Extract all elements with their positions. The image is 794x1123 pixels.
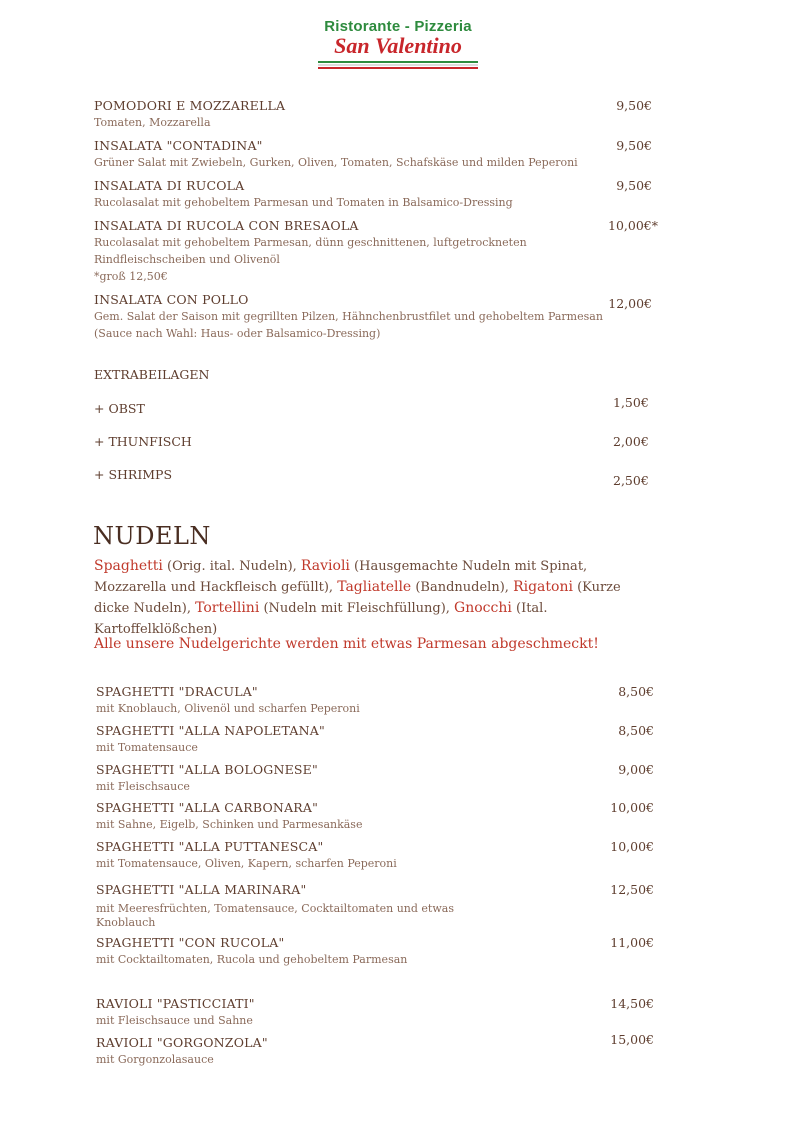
item-description: Rucolasalat mit gehobeltem Parmesan, dünn geschnittenen, luftgetrockneten Rindfleischscheiben und Olivenöl [94,236,527,266]
menu-item [96,882,654,930]
pasta-type-desc: (Orig. ital. Nudeln), [162,559,301,574]
item-name: SPAGHETTI "DRACULA" [96,684,258,699]
item-name: SPAGHETTI "ALLA MARINARA" [96,882,307,897]
item-name: RAVIOLI "PASTICCIATI" [96,996,255,1011]
item-price: 9,50€ [616,178,652,193]
menu-item [94,138,664,171]
pasta-type-desc: (Nudeln mit Fleischfüllung), [259,601,455,616]
restaurant-logo [318,18,478,69]
extra-price: 1,50€ [613,395,649,410]
extra-name: + SHRIMPS [94,467,173,482]
menu-item [94,178,664,211]
pasta-type-name: Spaghetti [94,558,163,574]
item-name: INSALATA DI RUCOLA [94,178,245,193]
pasta-type-desc: (Bandnudeln), [411,580,514,595]
logo-name: San Valentino [334,33,462,58]
item-name: INSALATA DI RUCOLA CON BRESAOLA [94,218,359,233]
menu-item [96,684,654,717]
item-price: 15,00€ [610,1032,654,1047]
menu-item [96,935,654,968]
menu-item [96,996,654,1029]
item-description: mit Tomatensauce [96,741,198,754]
item-sauce-note: (Sauce nach Wahl: Haus- oder Balsamico-Dressing) [94,327,381,340]
item-price: 8,50€ [618,723,654,738]
item-name: SPAGHETTI "ALLA PUTTANESCA" [96,839,324,854]
item-name: SPAGHETTI "ALLA BOLOGNESE" [96,762,318,777]
menu-item [96,762,654,795]
item-description: Tomaten, Mozzarella [94,116,211,129]
item-description: mit Fleischsauce und Sahne [96,1014,253,1027]
pasta-type-name: Tagliatelle [337,579,412,595]
item-description: mit Sahne, Eigelb, Schinken und Parmesankäse [96,818,363,831]
pasta-type-desc: (Hausgemachte Nudeln mit Spinat, Mozzarella und Hackfleisch gefüllt), [94,559,588,595]
item-price: 9,50€ [616,138,652,153]
item-price: 12,50€ [610,882,654,897]
menu-item [96,800,654,833]
item-price: 14,50€ [610,996,654,1011]
extras-title: EXTRABEILAGEN [94,367,210,382]
extra-price: 2,50€ [613,473,649,488]
menu-item [94,218,664,285]
item-name: INSALATA CON POLLO [94,292,249,307]
pasta-type-name: Rigatoni [513,579,573,595]
item-description: mit Gorgonzolasauce [96,1053,214,1066]
item-price: 10,00€* [608,218,658,233]
menu-item [96,839,654,872]
item-description: Gem. Salat der Saison mit gegrillten Pilzen, Hähnchenbrustfilet und gehobeltem Parmesan [94,310,603,323]
pasta-type-desc: (Kurze dicke Nudeln), [94,580,621,616]
pasta-type-name: Gnocchi [454,600,512,616]
pasta-types-intro [94,556,654,640]
item-description: mit Tomatensauce, Oliven, Kapern, scharfen Peperoni [96,857,397,870]
item-size-note: *groß 12,50€ [94,270,168,283]
item-description: mit Fleischsauce [96,780,190,793]
menu-item [94,98,664,131]
item-description: Grüner Salat mit Zwiebeln, Gurken, Oliven, Tomaten, Schafskäse und milden Peperoni [94,156,578,169]
item-description: mit Knoblauch, Olivenöl und scharfen Peperoni [96,702,360,715]
item-name: INSALATA "CONTADINA" [94,138,263,153]
item-price: 11,00€ [610,935,654,950]
item-name: POMODORI E MOZZARELLA [94,98,286,113]
item-price: 8,50€ [618,684,654,699]
item-price: 10,00€ [610,839,654,854]
item-name: SPAGHETTI "ALLA NAPOLETANA" [96,723,325,738]
extra-name: + THUNFISCH [94,434,192,449]
section-heading: NUDELN [93,522,211,550]
item-name: SPAGHETTI "ALLA CARBONARA" [96,800,319,815]
item-price: 10,00€ [610,800,654,815]
item-name: SPAGHETTI "CON RUCOLA" [96,935,285,950]
item-description: mit Meeresfrüchten, Tomatensauce, Cocktailtomaten und etwas Knoblauch [96,902,454,929]
menu-item [96,1032,654,1068]
menu-item [96,723,654,756]
menu-item [94,292,674,342]
item-price: 12,00€ [608,296,652,311]
item-price: 9,50€ [616,98,652,113]
item-description: mit Cocktailtomaten, Rucola und gehobeltem Parmesan [96,953,408,966]
pasta-type-name: Tortellini [195,600,260,616]
logo-subtitle: Ristorante - Pizzeria [324,18,472,35]
item-name: RAVIOLI "GORGONZOLA" [96,1035,268,1050]
item-description: Rucolasalat mit gehobeltem Parmesan und Tomaten in Balsamico-Dressing [94,196,513,209]
parmesan-note: Alle unsere Nudelgerichte werden mit etwas Parmesan abgeschmeckt! [94,636,599,652]
pasta-type-desc: (Ital. Kartoffelklößchen) [94,601,548,637]
extra-price: 2,00€ [613,434,649,449]
logo-tricolor-bars [318,61,478,69]
pasta-type-name: Ravioli [300,558,350,574]
item-price: 9,00€ [618,762,654,777]
extra-name: + OBST [94,401,145,416]
